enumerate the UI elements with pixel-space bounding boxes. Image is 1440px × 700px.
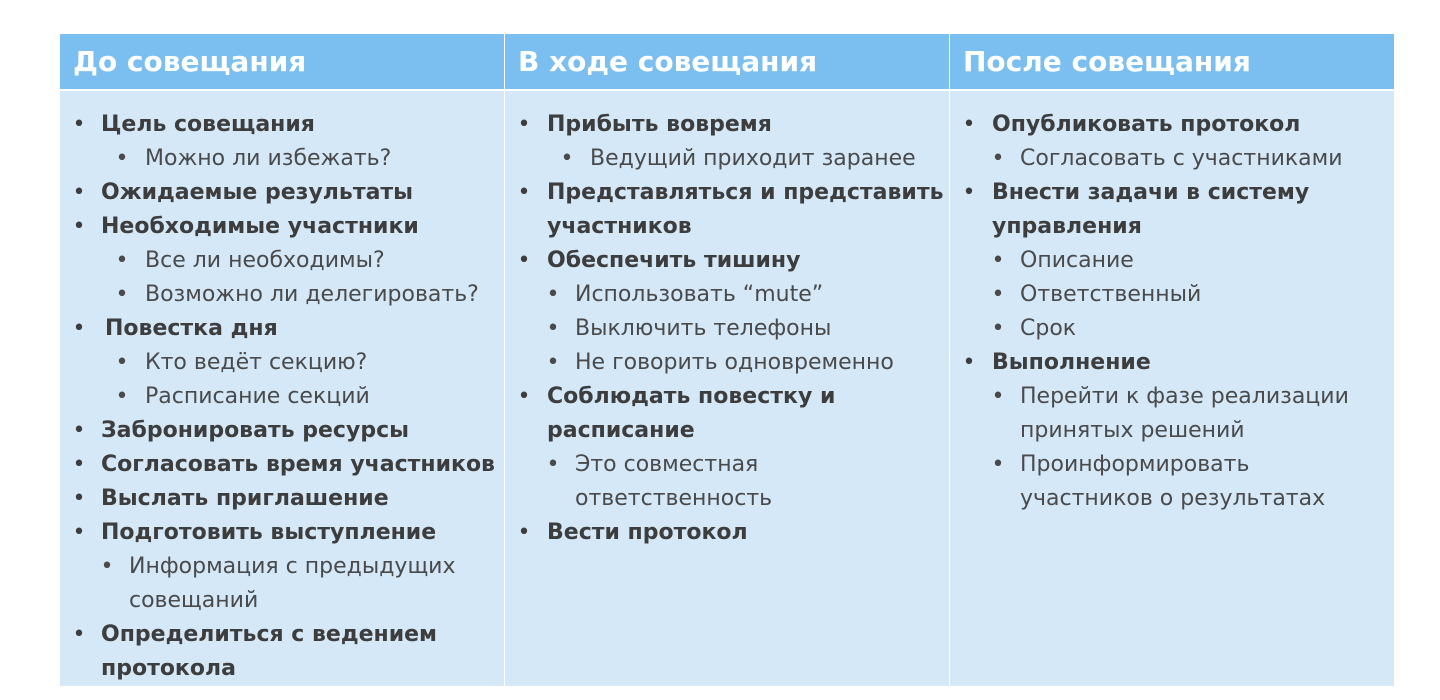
sub-list-item: [950, 482, 1394, 516]
item-text: Забронировать ресурсы: [101, 418, 409, 443]
list-item: [60, 414, 504, 448]
during-meeting-list: [505, 108, 949, 550]
sub-list-item: [950, 312, 1394, 346]
item-text: Согласовать с участниками: [1020, 146, 1343, 171]
item-text: Выключить телефоны: [575, 316, 832, 341]
item-text: Представляться и представить: [547, 180, 944, 205]
item-text: протокола: [101, 656, 236, 681]
list-item: [60, 210, 504, 244]
sub-list-item: [505, 448, 949, 482]
column-before-meeting: [60, 91, 504, 686]
list-item: [505, 210, 949, 244]
bullet-icon: •: [517, 384, 531, 409]
item-text: Можно ли избежать?: [145, 146, 392, 171]
bullet-icon: •: [115, 248, 129, 273]
bullet-icon: •: [72, 622, 86, 647]
item-text: Прибыть вовремя: [547, 112, 772, 137]
bullet-icon: •: [962, 112, 976, 137]
sub-list-item: [950, 142, 1394, 176]
sub-list-item: [505, 142, 949, 176]
item-text: Не говорить одновременно: [575, 350, 894, 375]
item-text: Расписание секций: [145, 384, 370, 409]
bullet-icon: •: [115, 350, 129, 375]
list-item: [60, 176, 504, 210]
sub-list-item: [950, 380, 1394, 414]
bullet-icon: •: [72, 486, 86, 511]
bullet-icon: •: [962, 350, 976, 375]
item-text: Кто ведёт секцию?: [145, 350, 368, 375]
sub-list-item: [60, 278, 504, 312]
sub-list-item: [60, 346, 504, 380]
bullet-icon: •: [560, 146, 574, 171]
list-item: [60, 652, 504, 686]
bullet-icon: •: [546, 452, 560, 477]
sub-list-item: [505, 482, 949, 516]
bullet-icon: •: [100, 554, 114, 579]
bullet-icon: •: [517, 248, 531, 273]
column-after-meeting: [950, 91, 1394, 686]
item-text: Возможно ли делегировать?: [145, 282, 479, 307]
bullet-icon: •: [517, 520, 531, 545]
list-item: [60, 448, 504, 482]
sub-list-item: [950, 414, 1394, 448]
item-text: Выслать приглашение: [101, 486, 389, 511]
list-item: [950, 108, 1394, 142]
sub-list-item: [60, 584, 504, 618]
bullet-icon: •: [991, 384, 1005, 409]
item-text: Необходимые участники: [101, 214, 419, 239]
bullet-icon: •: [991, 248, 1005, 273]
meeting-phases-table: [60, 34, 1394, 684]
item-text: Подготовить выступление: [101, 520, 437, 545]
item-text: Ожидаемые результаты: [101, 180, 414, 205]
item-text: Выполнение: [992, 350, 1151, 375]
item-text: принятых решений: [1020, 418, 1245, 443]
item-text: Определиться с ведением: [101, 622, 438, 647]
sub-list-item: [950, 278, 1394, 312]
item-text: Перейти к фазе реализации: [1020, 384, 1349, 409]
bullet-icon: •: [72, 418, 86, 443]
list-item: [60, 482, 504, 516]
list-item: [60, 312, 504, 346]
item-text: Срок: [1020, 316, 1077, 341]
bullet-icon: •: [72, 214, 86, 239]
item-text: Это совместная: [575, 452, 759, 477]
column-during-meeting: [505, 91, 949, 686]
list-item: [505, 176, 949, 210]
item-text: участников о результатах: [1020, 486, 1326, 511]
list-item: [950, 176, 1394, 210]
bullet-icon: •: [72, 316, 86, 341]
list-item: [950, 346, 1394, 380]
bullet-icon: •: [546, 316, 560, 341]
list-item: [505, 380, 949, 414]
bullet-icon: •: [546, 282, 560, 307]
sub-list-item: [60, 550, 504, 584]
sub-list-item: [60, 380, 504, 414]
sub-list-item: [505, 346, 949, 380]
item-text: Обеспечить тишину: [547, 248, 801, 273]
item-text: Описание: [1020, 248, 1134, 273]
item-text: Использовать “mute”: [575, 282, 824, 307]
header-during-meeting: В ходе совещания: [505, 34, 949, 89]
sub-list-item: [60, 244, 504, 278]
sub-list-item: [60, 142, 504, 176]
list-item: [60, 618, 504, 652]
list-item: [505, 414, 949, 448]
bullet-icon: •: [115, 282, 129, 307]
bullet-icon: •: [991, 282, 1005, 307]
bullet-icon: •: [72, 452, 86, 477]
bullet-icon: •: [517, 180, 531, 205]
list-item: [60, 516, 504, 550]
item-text: Согласовать время участников: [101, 452, 495, 477]
bullet-icon: •: [991, 146, 1005, 171]
after-meeting-list: [950, 108, 1394, 516]
sub-list-item: [950, 244, 1394, 278]
bullet-icon: •: [72, 520, 86, 545]
item-text: Ответственный: [1020, 282, 1202, 307]
item-text: Вести протокол: [547, 520, 748, 545]
item-text: участников: [547, 214, 692, 239]
bullet-icon: •: [991, 316, 1005, 341]
item-text: Опубликовать протокол: [992, 112, 1301, 137]
bullet-icon: •: [962, 180, 976, 205]
sub-list-item: [950, 448, 1394, 482]
item-text: Повестка дня: [105, 316, 278, 341]
bullet-icon: •: [115, 384, 129, 409]
list-item: [505, 108, 949, 142]
before-meeting-list: [60, 108, 504, 686]
item-text: совещаний: [129, 588, 259, 613]
header-before-meeting: До совещания: [60, 34, 504, 89]
item-text: ответственность: [575, 486, 773, 511]
item-text: Внести задачи в систему: [992, 180, 1310, 205]
bullet-icon: •: [72, 112, 86, 137]
bullet-icon: •: [991, 452, 1005, 477]
item-text: расписание: [547, 418, 695, 443]
item-text: управления: [992, 214, 1142, 239]
item-text: Соблюдать повестку и: [547, 384, 836, 409]
sub-list-item: [505, 278, 949, 312]
list-item: [60, 108, 504, 142]
header-after-meeting: После совещания: [950, 34, 1394, 89]
item-text: Все ли необходимы?: [145, 248, 385, 273]
sub-list-item: [505, 312, 949, 346]
bullet-icon: •: [517, 112, 531, 137]
list-item: [505, 244, 949, 278]
bullet-icon: •: [115, 146, 129, 171]
bullet-icon: •: [72, 180, 86, 205]
item-text: Информация с предыдущих: [129, 554, 456, 579]
bullet-icon: •: [546, 350, 560, 375]
item-text: Ведущий приходит заранее: [590, 146, 916, 171]
list-item: [950, 210, 1394, 244]
item-text: Проинформировать: [1020, 452, 1250, 477]
list-item: [505, 516, 949, 550]
item-text: Цель совещания: [101, 112, 315, 137]
